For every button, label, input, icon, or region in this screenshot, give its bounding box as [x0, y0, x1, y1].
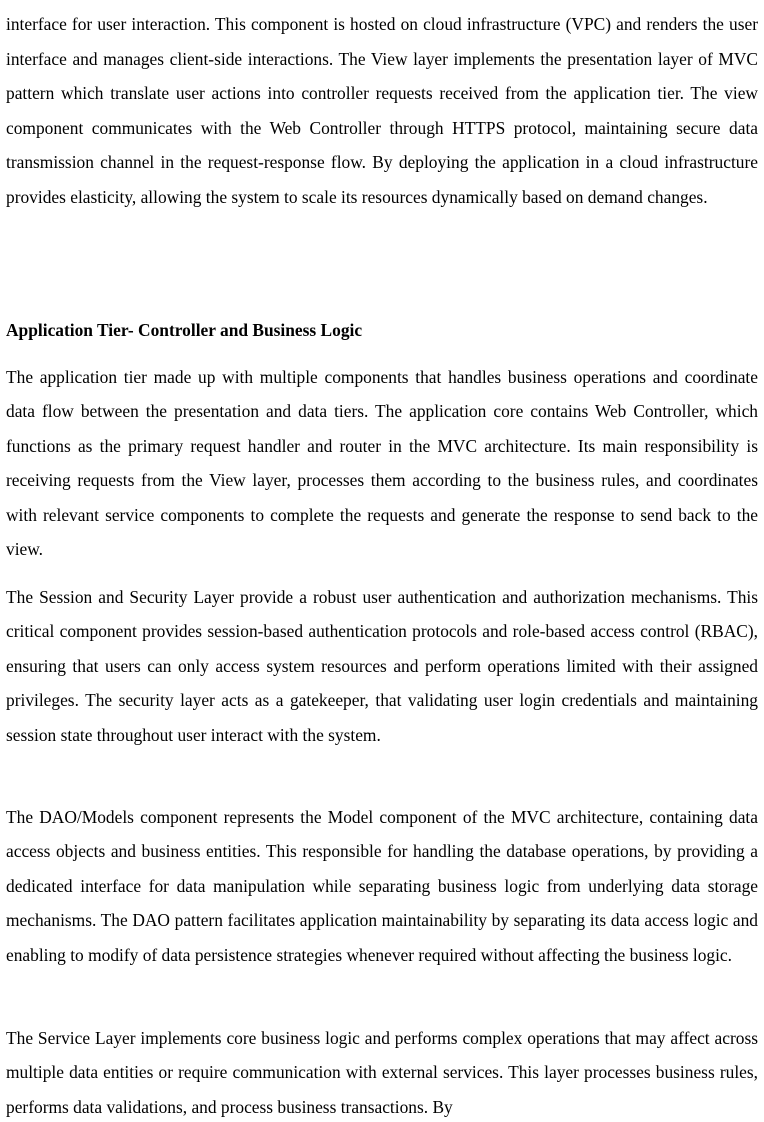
paragraph-application-tier: The application tier made up with multiple components that handles business operations and coordinate data flow between the presentation and data tiers. The application core contains Web Controller, which functions as the primary request handler and router in the MVC architecture. Its main responsibility is receiving requests from the View layer, processes them according to the business rules, and coordinates with relevant service components to complete the requests and generate the response to send back to the view.: [6, 367, 758, 560]
paragraph-session-security: The Session and Security Layer provide a robust user authentication and authorization mechanisms. This critical component provides session-based authentication protocols and role-based access control (RBAC), ensuring that users can only access system resources and perform operations limited with their assigned privileges. The security layer acts as a gatekeeper, that validating user login credentials and maintaining session state throughout user interact with the system.: [6, 587, 758, 745]
paragraph-service-layer: The Service Layer implements core business logic and performs complex operations that may affect across multiple data entities or require communication with external services. This layer processes business rules, performs data validations, and process business transactions. By: [6, 1028, 758, 1117]
paragraph-dao-models: The DAO/Models component represents the Model component of the MVC architecture, containing data access objects and business entities. This responsible for handling the database operations, by providing a dedicated interface for data manipulation while separating business logic from underlying data storage mechanisms. The DAO pattern facilitates application maintainability by separating its data access logic and enabling to modify of data persistence strategies whenever required without affecting the business logic.: [6, 807, 758, 965]
intro-paragraph: interface for user interaction. This component is hosted on cloud infrastructure (VPC) and renders the user interface and manages client-side interactions. The View layer implements the presentation layer of MVC pattern which translate user actions into controller requests received from the application tier. The view component communicates with the Web Controller through HTTPS protocol, maintaining secure data transmission channel in the request-response flow. By deploying the application in a cloud infrastructure provides elasticity, allowing the system to scale its resources dynamically based on demand changes.: [6, 14, 758, 207]
section-heading: Application Tier- Controller and Business Logic: [6, 320, 363, 340]
